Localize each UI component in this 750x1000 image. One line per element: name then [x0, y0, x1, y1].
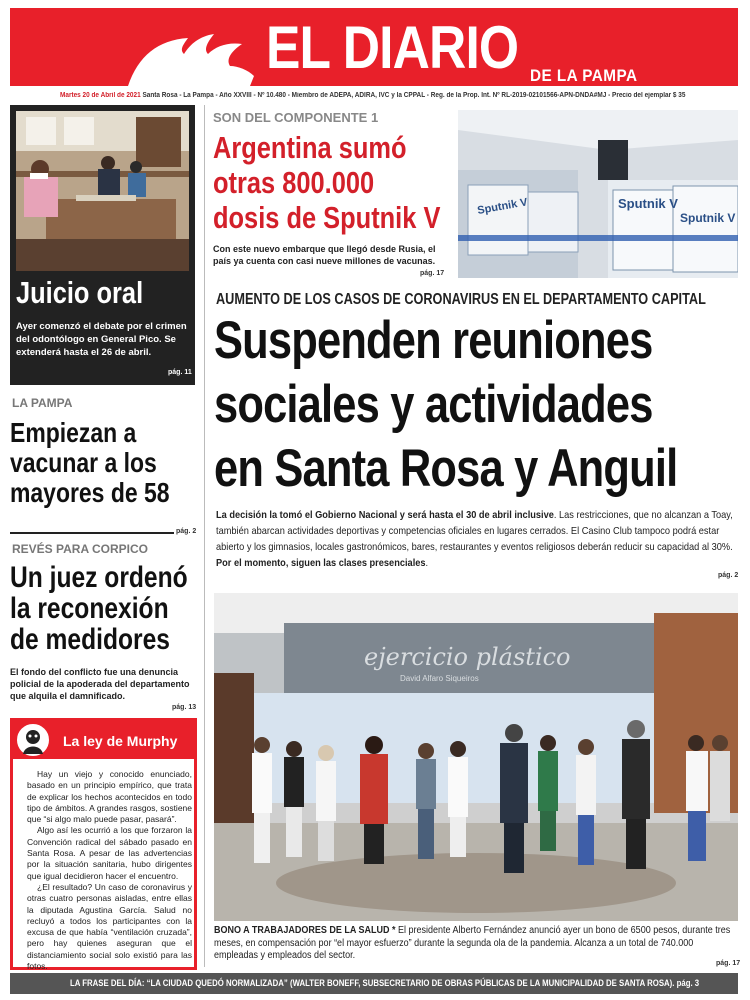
bird-logo-icon	[118, 26, 258, 88]
juicio-page-ref: pág. 11	[168, 369, 192, 376]
vacunar-headline-line: vacunar a los	[10, 447, 157, 478]
juez-kicker: REVÉS PARA CORPICO	[12, 542, 149, 556]
quote-of-the-day-bar	[10, 973, 738, 994]
main-deck-closing: Por el momento, siguen las clases presenciales	[216, 557, 426, 569]
sputnik-page-ref: pág. 17	[420, 270, 445, 277]
juez-headline-line: Un juez ordenó	[10, 561, 188, 594]
sputnik-headline[interactable]	[213, 130, 490, 235]
photo-caption	[214, 925, 738, 963]
main-headline-line: en Santa Rosa y Anguil	[214, 439, 678, 498]
main-page-ref: pág. 2	[718, 572, 739, 579]
juez-headline-line: la reconexión	[10, 592, 169, 625]
sputnik-headline-line: otras 800.000	[213, 165, 375, 200]
vacunar-page-ref: pág. 2	[176, 528, 197, 535]
caption-page-ref: pág. 17	[716, 960, 741, 967]
murphy-title: La ley de Murphy	[63, 733, 178, 749]
courtroom-photo	[16, 111, 189, 271]
main-deck-body: . Las restricciones, que no alcanzan a Toay, también abarcan actividades deportivas y competencias oficiales en lugares cerrados. El Casino Club tampoco podrá estar abierto y los gimnasios, locales gastronómicos, bares, restaurantes y eventos religiosos deberán reducir su capacidad al 30%.	[216, 509, 733, 553]
sputnik-kicker: SON DEL COMPONENTE 1	[213, 110, 379, 125]
vaccine-cargo-photo	[458, 110, 738, 278]
caption-body: El presidente Alberto Fernández anunció ayer un bono de 6500 pesos, durante tres meses, en compensación por “el mayor esfuerzo” durante la segunda ola de la pandemia. Alcanza a un total de 740.000 empleadas y empleados del sector.	[214, 925, 731, 961]
sputnik-box-label: Sputnik V	[476, 196, 529, 217]
juez-page-ref: pág. 13	[172, 704, 197, 711]
sputnik-headline-line: Argentina sumó	[213, 130, 407, 165]
wall-signage-text: ejercicio plástico	[364, 643, 571, 671]
main-headline[interactable]	[214, 309, 750, 501]
wall-signage-subtext: David Alfaro Siqueiros	[400, 674, 479, 683]
vacunar-headline-line: mayores de 58	[10, 477, 170, 508]
murphy-header	[13, 721, 194, 759]
main-headline-line: sociales y actividades	[214, 375, 653, 434]
juicio-story[interactable]	[10, 105, 195, 385]
sputnik-summary: Con este nuevo embarque que llegó desde Rusia, el país ya cuenta con casi nueve millones de vacunas.	[213, 244, 436, 266]
edition-date: Martes 20 de Abril de 2021	[60, 92, 141, 99]
juicio-summary: Ayer comenzó el debate por el crimen del odontólogo en General Pico. Se extenderá hasta el 26 de abril.	[16, 321, 187, 358]
main-deck-lead: La decisión la tomó el Gobierno Nacional y será hasta el 30 de abril inclusive	[216, 509, 554, 521]
edition-info	[60, 92, 695, 99]
newspaper-title: EL DIARIO	[266, 14, 519, 81]
newspaper-subtitle: DE LA PAMPA	[530, 66, 638, 85]
vacunar-headline-line: Empiezan a	[10, 417, 137, 448]
murphy-paragraph: Algo así les ocurrió a los que forzaron la Convención radical del sábado pasado en Santa Rosa. A pesar de las advertencias por la situación sanitaria, hubo dirigentes que igual decidieron hacer el encuentro.	[27, 825, 192, 881]
juez-summary: El fondo del conflicto fue una denuncia policial de la apoderada del departamento que alquila el damnificado.	[10, 667, 190, 701]
caption-lead: BONO A TRABAJADORES DE LA SALUD *	[214, 925, 396, 936]
murphy-body	[27, 769, 192, 972]
sputnik-box-label: Sputnik V	[680, 211, 736, 225]
vacunar-headline[interactable]	[10, 418, 200, 508]
murphy-paragraph: Hay un viejo y conocido enunciado, basado en un principio empírico, que trata de explicar los hechos acontecidos en todo tipo de ámbitos. A grandes rasgos, sostiene que “si algo malo puede pasar, pasará”.	[27, 769, 192, 825]
murphy-column[interactable]	[10, 718, 197, 970]
sputnik-box-label: Sputnik V	[618, 196, 678, 211]
edition-details: Santa Rosa - La Pampa - Año XXVIII - Nº 10.480 - Miembro de ADEPA, ADIRA, IVC y la CPPAL - Reg. de la Prop. Int. Nº RL-2019-02101566-APN-DNDA#MJ - Precio del ejemplar $ 35	[142, 92, 686, 99]
main-kicker: AUMENTO DE LOS CASOS DE CORONAVIRUS EN EL DEPARTAMENTO CAPITAL	[216, 291, 706, 308]
masthead	[10, 8, 738, 86]
juicio-headline: Juicio oral	[16, 275, 144, 310]
sputnik-headline-line: dosis de Sputnik V	[213, 200, 441, 235]
divider	[10, 532, 174, 534]
cartoon-avatar-icon	[17, 724, 49, 756]
juez-headline[interactable]	[10, 562, 227, 655]
murphy-paragraph: ¿El resultado? Un caso de coronavirus y otras cuatro personas aisladas, entre ellas la diputada Agustina García. Salud no recluyó a todos los participantes con la excusa de que había “ventilación cruzada”, pero hay quienes aseguran que el distanciamiento social solo existió para las fotos.	[27, 881, 192, 972]
main-deck: La decisión la tomó el Gobierno Nacional y será hasta el 30 de abril inclusive. Las restricciones, que no alcanzan a Toay, también abarcan actividades deportivas y competencias oficiales en lugares cerrados. El Casino Club tampoco podrá estar abierto y los gimnasios, locales gastronómicos, bares, restaurantes y eventos religiosos deberán reducir su capacidad al 30%. Por el momento, siguen las clases presenciales.	[216, 509, 733, 569]
health-workers-photo	[214, 593, 738, 921]
column-divider	[204, 105, 205, 967]
main-headline-line: Suspenden reuniones	[214, 311, 653, 370]
quote-of-the-day: LA FRASE DEL DÍA: “LA CIUDAD QUEDÓ NORMALIZADA” (WALTER BONEFF, SUBSECRETARIO DE OBRAS PÚBLICAS DE LA MUNICIPALIDAD DE SANTA ROSA). pág. 3	[70, 978, 700, 989]
vacunar-kicker: LA PAMPA	[12, 396, 73, 410]
juez-headline-line: de medidores	[10, 623, 170, 656]
